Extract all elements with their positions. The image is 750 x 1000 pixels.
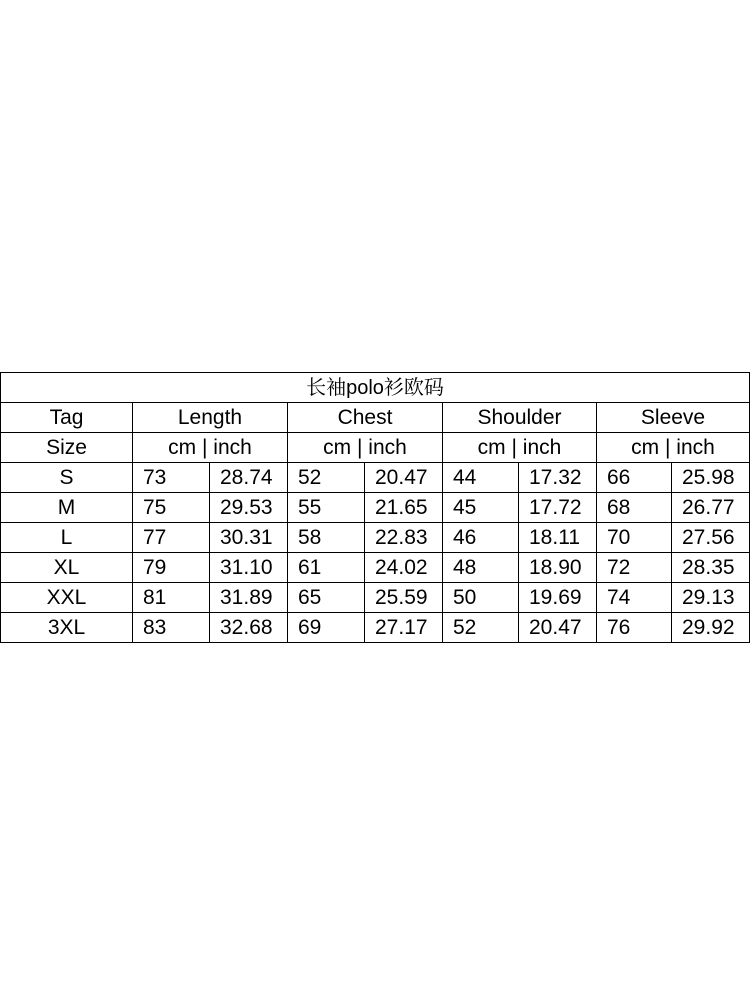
size-cell: XL <box>1 553 133 583</box>
sleeve-cm-cell: 70 <box>597 523 672 553</box>
shoulder-inch-cell: 17.32 <box>519 463 597 493</box>
chest-cm-cell: 58 <box>288 523 365 553</box>
title-row <box>1 373 750 403</box>
chest-cm-cell: 55 <box>288 493 365 523</box>
sleeve-inch-cell: 27.56 <box>672 523 750 553</box>
length-inch-cell: 31.89 <box>210 583 288 613</box>
sleeve-inch-cell: 29.13 <box>672 583 750 613</box>
chest-inch-cell: 24.02 <box>365 553 443 583</box>
sleeve-inch-cell: 25.98 <box>672 463 750 493</box>
length-cm-cell: 75 <box>133 493 210 523</box>
chest-cm-cell: 52 <box>288 463 365 493</box>
sleeve-header: Sleeve <box>597 403 750 433</box>
size-rows <box>1 463 750 643</box>
size-cell: L <box>1 523 133 553</box>
chest-unit: cm | inch <box>288 433 443 463</box>
shoulder-cm-cell: 48 <box>443 553 519 583</box>
length-inch-cell: 29.53 <box>210 493 288 523</box>
tag-header: Tag <box>1 403 133 433</box>
length-unit: cm | inch <box>133 433 288 463</box>
shoulder-cm-cell: 45 <box>443 493 519 523</box>
chest-inch-cell: 25.59 <box>365 583 443 613</box>
sleeve-cm-cell: 66 <box>597 463 672 493</box>
sleeve-inch-cell: 29.92 <box>672 613 750 643</box>
shoulder-cm-cell: 50 <box>443 583 519 613</box>
chest-cm-cell: 61 <box>288 553 365 583</box>
chest-cm-cell: 69 <box>288 613 365 643</box>
chest-inch-cell: 27.17 <box>365 613 443 643</box>
shoulder-inch-cell: 18.90 <box>519 553 597 583</box>
size-cell: XXL <box>1 583 133 613</box>
table-row <box>1 613 750 643</box>
sleeve-cm-cell: 74 <box>597 583 672 613</box>
table-row <box>1 553 750 583</box>
size-header: Size <box>1 433 133 463</box>
length-header: Length <box>133 403 288 433</box>
shoulder-cm-cell: 52 <box>443 613 519 643</box>
length-inch-cell: 32.68 <box>210 613 288 643</box>
length-cm-cell: 79 <box>133 553 210 583</box>
shoulder-cm-cell: 46 <box>443 523 519 553</box>
size-cell: M <box>1 493 133 523</box>
length-inch-cell: 31.10 <box>210 553 288 583</box>
length-cm-cell: 73 <box>133 463 210 493</box>
table-title: 长袖polo衫欧码 <box>1 373 750 403</box>
shoulder-unit: cm | inch <box>443 433 597 463</box>
sleeve-cm-cell: 68 <box>597 493 672 523</box>
table-row <box>1 493 750 523</box>
length-cm-cell: 83 <box>133 613 210 643</box>
length-cm-cell: 81 <box>133 583 210 613</box>
shoulder-inch-cell: 18.11 <box>519 523 597 553</box>
group-header-row <box>1 403 750 433</box>
chest-cm-cell: 65 <box>288 583 365 613</box>
sleeve-cm-cell: 76 <box>597 613 672 643</box>
table-row <box>1 523 750 553</box>
shoulder-cm-cell: 44 <box>443 463 519 493</box>
length-inch-cell: 30.31 <box>210 523 288 553</box>
chest-inch-cell: 22.83 <box>365 523 443 553</box>
unit-header-row <box>1 433 750 463</box>
length-cm-cell: 77 <box>133 523 210 553</box>
sleeve-inch-cell: 28.35 <box>672 553 750 583</box>
shoulder-inch-cell: 20.47 <box>519 613 597 643</box>
shoulder-inch-cell: 19.69 <box>519 583 597 613</box>
length-inch-cell: 28.74 <box>210 463 288 493</box>
sleeve-cm-cell: 72 <box>597 553 672 583</box>
chest-inch-cell: 20.47 <box>365 463 443 493</box>
sleeve-inch-cell: 26.77 <box>672 493 750 523</box>
table-row <box>1 463 750 493</box>
chest-inch-cell: 21.65 <box>365 493 443 523</box>
chest-header: Chest <box>288 403 443 433</box>
sleeve-unit: cm | inch <box>597 433 750 463</box>
shoulder-header: Shoulder <box>443 403 597 433</box>
shoulder-inch-cell: 17.72 <box>519 493 597 523</box>
table-row <box>1 583 750 613</box>
size-cell: S <box>1 463 133 493</box>
size-cell: 3XL <box>1 613 133 643</box>
size-chart-table <box>0 372 750 643</box>
